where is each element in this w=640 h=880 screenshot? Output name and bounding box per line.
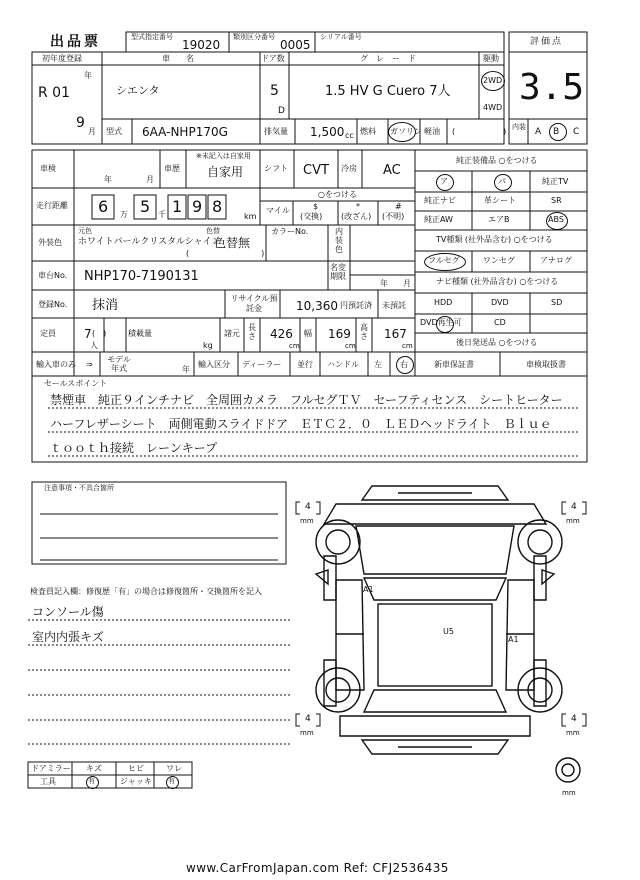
drive-2wd: 2WD bbox=[483, 76, 503, 85]
category-value: 0005 bbox=[280, 38, 311, 52]
spare-unit: mm bbox=[562, 789, 576, 797]
broken-label: ワレ bbox=[166, 764, 182, 773]
crack-label: ヒビ bbox=[128, 764, 144, 773]
tire-rear-right-unit: mm bbox=[566, 729, 580, 737]
stock-navi: 純正ナビ bbox=[424, 196, 456, 205]
sales-line-3: ｔｏｏｔｈ接続 レーンキープ bbox=[50, 441, 218, 455]
damage-mark-a1-left: A1 bbox=[363, 585, 374, 594]
capacity-unit: 人 bbox=[90, 341, 98, 350]
tv-oneseg: ワンセグ bbox=[483, 256, 515, 265]
height-value: 167 bbox=[384, 327, 407, 341]
model-designation-label: 型式指定番号 bbox=[131, 33, 173, 41]
chassis-value: NHP170-7190131 bbox=[84, 269, 199, 284]
import-only-label: 輸入車のみ bbox=[36, 360, 76, 369]
navi-dvd: DVD bbox=[491, 298, 509, 307]
airbag: エアB bbox=[488, 215, 510, 224]
interior-c: C bbox=[573, 127, 580, 137]
tire-front-left-unit: mm bbox=[300, 517, 314, 525]
mileage-digit-5: 8 bbox=[212, 197, 223, 216]
interior-color-label: 内装色 bbox=[335, 227, 343, 254]
tv-fullseg: フルセグ bbox=[428, 256, 460, 265]
first-registration-label: 初年度登録 bbox=[42, 54, 82, 63]
meter-check-label: ○をつける bbox=[318, 190, 357, 199]
door-type: D bbox=[278, 106, 285, 116]
meter-star: * bbox=[356, 202, 360, 211]
interior-a: A bbox=[535, 127, 542, 137]
width-label: 幅 bbox=[304, 329, 312, 338]
import-class-label: 輸入区分 bbox=[198, 360, 230, 369]
damage-mark-u5: U5 bbox=[443, 627, 454, 636]
tv-type-label: TV種類 (社外品含む) ○をつける bbox=[436, 235, 553, 244]
drive-label: 駆動 bbox=[483, 54, 499, 63]
exterior-label: 外装色 bbox=[38, 238, 62, 247]
width-value: 169 bbox=[328, 327, 351, 341]
meter-unknown: (不明) bbox=[382, 212, 405, 221]
height-label: 高さ bbox=[360, 323, 368, 341]
name-change-year-unit: 年 bbox=[380, 279, 388, 288]
stock-tv: 純正TV bbox=[542, 177, 569, 186]
interior-b: B bbox=[553, 127, 560, 137]
load-unit: kg bbox=[203, 341, 213, 350]
displacement-label: 排気量 bbox=[264, 127, 288, 136]
capacity-label: 定員 bbox=[40, 329, 56, 338]
interior-label: 内装 bbox=[512, 123, 526, 131]
inspection-month-unit: 月 bbox=[146, 175, 154, 184]
grade-label: グレード bbox=[360, 54, 424, 63]
km-unit: km bbox=[244, 212, 257, 221]
score-value: 3.5 bbox=[519, 67, 585, 108]
handle-right: 右 bbox=[400, 360, 408, 369]
mileage-unit-sen: 千 bbox=[158, 210, 166, 219]
recycle-label: リサイクル預託金 bbox=[230, 294, 278, 313]
first-registration-era: R 01 bbox=[38, 85, 70, 101]
sales-point-label: セールスポイント bbox=[44, 379, 108, 388]
sales-line-2: ハーフレザーシート 両側電動スライドドア ＥＴＣ２．０ ＬＥＤヘッドライト Ｂｌｕｅ bbox=[50, 417, 552, 431]
tire-front-right-depth: 4 bbox=[571, 502, 577, 512]
width-unit: cm bbox=[345, 342, 356, 350]
month-unit: 月 bbox=[88, 127, 96, 136]
usage-note: ※未記入は自家用 bbox=[196, 152, 251, 160]
stock-aw: 純正AW bbox=[424, 215, 453, 224]
mileage-digit-3: 1 bbox=[172, 197, 183, 216]
length-label: 長さ bbox=[248, 323, 256, 341]
original-color-value: ホワイトパールクリスタルシャイン bbox=[78, 237, 221, 247]
tire-rear-left-unit: mm bbox=[300, 729, 314, 737]
inspector-note-2: 室内内張キズ bbox=[32, 630, 104, 644]
navi-type-label: ナビ種類 (社外品含む) ○をつける bbox=[436, 277, 559, 286]
scratch-label: キズ bbox=[86, 764, 102, 773]
capacity-value: 7 bbox=[84, 327, 92, 341]
inspector-label: 検査員記入欄：修復歴「有」の場合は修復箇所・交換箇所を記入 bbox=[30, 587, 262, 596]
cc-unit: cc bbox=[345, 131, 354, 140]
model-designation-value: 19020 bbox=[182, 38, 221, 52]
sunroof: SR bbox=[551, 196, 562, 205]
watermark-footer: www.CarFromJapan.com Ref: CFJ2536435 bbox=[186, 861, 449, 875]
cd: CD bbox=[494, 318, 506, 327]
tire-front-right-unit: mm bbox=[566, 517, 580, 525]
tire-rear-right-depth: 4 bbox=[571, 714, 577, 724]
caution-label: 注意事項・不具合箇所 bbox=[44, 484, 114, 492]
type-value: 6AA-NHP170G bbox=[142, 125, 228, 139]
name-change-label: 名変期限 bbox=[330, 263, 346, 281]
new-car-warranty: 新車保証書 bbox=[434, 360, 474, 369]
drive-4wd: 4WD bbox=[483, 103, 503, 112]
color-change-value: 色替無 bbox=[214, 236, 251, 250]
tools-have: 有 bbox=[88, 777, 95, 785]
year-unit: 年 bbox=[84, 71, 92, 80]
score-label: 評価点 bbox=[530, 37, 564, 47]
model-year-label: モデル年式 bbox=[107, 355, 131, 373]
original-color-label: 元色 bbox=[78, 227, 92, 235]
mileage-digit-1: 6 bbox=[98, 197, 109, 216]
stock-equipment-label: 純正装備品 ○をつける bbox=[456, 156, 538, 165]
type-label: 型式 bbox=[106, 127, 122, 136]
leather-seat: 革シート bbox=[484, 196, 516, 205]
mileage-digit-2: 5 bbox=[140, 197, 151, 216]
doors-value: 5 bbox=[270, 83, 279, 99]
inspection-label: 車検 bbox=[40, 164, 56, 173]
fuel-label: 燃料 bbox=[360, 127, 376, 136]
meter-mile-label: マイル bbox=[266, 206, 290, 215]
meter-tampered: (改ざん) bbox=[341, 212, 372, 221]
sales-line-1: 禁煙車 純正９インチナビ 全周囲カメラ フルセグＴＶ セーフティセンス シートヒーター bbox=[50, 393, 563, 407]
name-change-month-unit: 月 bbox=[403, 279, 411, 288]
inspection-year-unit: 年 bbox=[104, 175, 112, 184]
fuel-other: ( ) bbox=[452, 127, 507, 136]
fuel-gasoline: ガソリン bbox=[390, 127, 422, 136]
category-label: 類別区分番号 bbox=[233, 33, 275, 41]
door-mirror-label: ドアミラー bbox=[31, 764, 71, 773]
mileage-label: 走行距離 bbox=[36, 201, 68, 210]
color-number-label: カラーNo. bbox=[271, 227, 309, 236]
doors-label: ドア数 bbox=[261, 54, 285, 63]
navi-hdd: HDD bbox=[434, 298, 453, 307]
tire-front-left-depth: 4 bbox=[305, 502, 311, 512]
fuel-diesel: 軽油 bbox=[424, 127, 440, 136]
height-unit: cm bbox=[402, 342, 413, 350]
import-dealer: ディーラー bbox=[242, 360, 282, 369]
meter-hash: # bbox=[395, 202, 402, 211]
serial-label: シリアル番号 bbox=[320, 33, 362, 41]
damage-mark-a1-right: A1 bbox=[508, 635, 519, 644]
car-name-value: シエンタ bbox=[116, 84, 160, 97]
capacity-paren: ( ) bbox=[92, 329, 107, 338]
ac-label: 冷房 bbox=[341, 164, 357, 173]
mileage-unit-man: 万 bbox=[120, 210, 128, 219]
recycle-not: 未預託 bbox=[382, 301, 406, 310]
handle-label: ハンドル bbox=[327, 360, 359, 369]
registration-label: 登録No. bbox=[38, 300, 68, 309]
navi-sd: SD bbox=[551, 298, 563, 307]
jack-label: ジャッキ bbox=[120, 777, 152, 786]
color-paren: ( ) bbox=[186, 249, 265, 258]
shift-label: シフト bbox=[264, 164, 288, 173]
meter-dollar: $ bbox=[313, 202, 319, 211]
jack-have: 有 bbox=[168, 777, 175, 785]
recycle-unit: 円預託済 bbox=[340, 301, 372, 310]
ac-value: AC bbox=[383, 163, 401, 178]
inspector-note-1: コンソール傷 bbox=[32, 605, 104, 619]
length-value: 426 bbox=[270, 327, 293, 341]
first-registration-month: 9 bbox=[76, 115, 85, 131]
dvd-playback: DVD再生可 bbox=[420, 318, 462, 327]
later-shipping-label: 後日発送品 ○をつける bbox=[456, 338, 538, 347]
grade-value: 1.5 HV G Cuero 7人 bbox=[325, 84, 451, 99]
registration-value: 抹消 bbox=[92, 298, 119, 313]
tv-analog: アナログ bbox=[540, 256, 572, 265]
meter-swapped: (交換) bbox=[300, 212, 323, 221]
recycle-value: 10,360 bbox=[296, 299, 338, 313]
handle-left: 左 bbox=[374, 360, 382, 369]
dims-label: 諸元 bbox=[224, 329, 240, 338]
abs: ABS bbox=[548, 215, 564, 224]
import-arrow: ⇒ bbox=[86, 360, 93, 369]
length-unit: cm bbox=[289, 342, 300, 350]
form-title: 出品票 bbox=[50, 34, 101, 50]
model-year-unit: 年 bbox=[182, 365, 190, 374]
color-change-label: 色替 bbox=[206, 227, 220, 235]
tire-rear-left-depth: 4 bbox=[305, 714, 311, 724]
usage-label: 車歴 bbox=[164, 164, 180, 173]
pw-mark: パ bbox=[498, 177, 506, 186]
mileage-digit-4: 9 bbox=[192, 197, 203, 216]
usage-value: 自家用 bbox=[207, 165, 244, 179]
tools-label: 工具 bbox=[40, 777, 56, 786]
import-parallel: 並行 bbox=[297, 360, 313, 369]
ac-mark: ア bbox=[440, 177, 448, 186]
owner-manual: 車検取扱書 bbox=[526, 360, 566, 369]
chassis-label: 車台No. bbox=[38, 271, 68, 280]
load-label: 積載量 bbox=[128, 329, 152, 338]
car-name-label: 車名 bbox=[162, 54, 210, 63]
displacement-value: 1,500 bbox=[310, 125, 345, 139]
shift-value: CVT bbox=[303, 163, 329, 178]
